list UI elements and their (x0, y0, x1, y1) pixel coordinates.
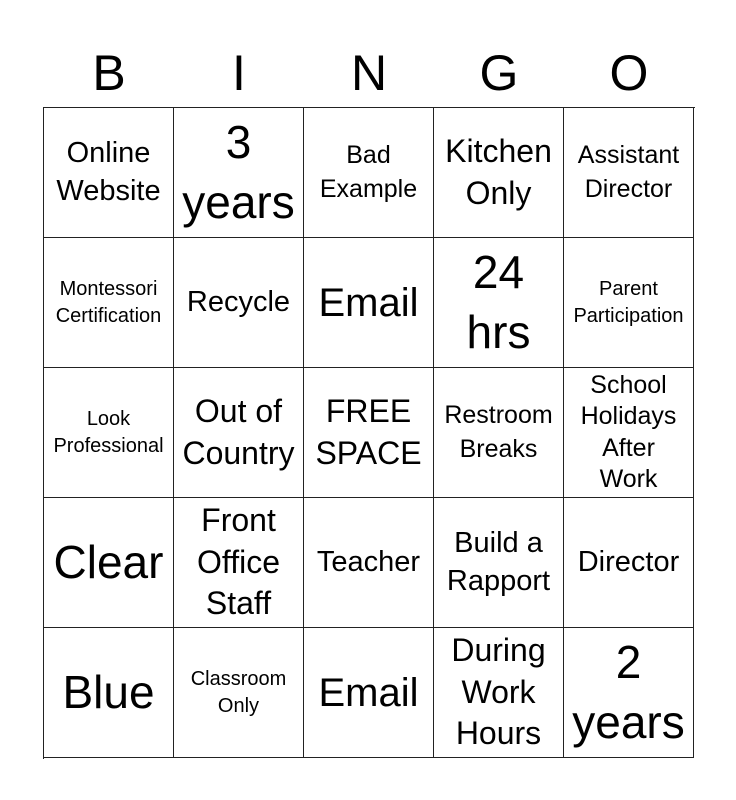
cell-text: Classroom Only (190, 667, 287, 717)
cell-text: Assistant Director (577, 140, 680, 203)
cell-text: Recycle (186, 285, 291, 318)
bingo-cell[interactable] (44, 108, 174, 238)
cell-text: Out of Country (182, 392, 295, 471)
cell-text: Look Professional (53, 407, 164, 457)
cell-text: Restroom Breaks (444, 400, 553, 463)
cell-text: 3 years (182, 115, 295, 228)
bingo-cell[interactable] (304, 498, 434, 628)
cell-text: Clear (53, 535, 164, 588)
bingo-cell[interactable] (304, 238, 434, 368)
header-letter-n: N (350, 45, 388, 101)
bingo-cell[interactable] (434, 368, 564, 498)
bingo-cell[interactable] (564, 368, 694, 498)
bingo-cell[interactable] (434, 628, 564, 758)
bingo-cell[interactable] (174, 628, 304, 758)
bingo-cell[interactable] (44, 498, 174, 628)
cell-text: Front Office Staff (197, 502, 280, 622)
cell-text: Montessori Certification (55, 277, 162, 327)
cell-text: Email (318, 670, 419, 715)
cell-text: Kitchen Only (445, 132, 552, 211)
bingo-cell[interactable] (174, 368, 304, 498)
cell-text: During Work Hours (451, 632, 546, 752)
header-letter-i: I (232, 45, 246, 101)
bingo-cell[interactable] (564, 628, 694, 758)
bingo-cell[interactable] (434, 238, 564, 368)
bingo-cell[interactable] (44, 628, 174, 758)
header-letter-b: B (92, 45, 126, 101)
cell-text: Bad Example (319, 140, 418, 203)
cell-text: Online Website (56, 136, 161, 207)
header-letter-o: O (609, 45, 649, 101)
cell-text: Blue (62, 665, 155, 718)
free-space-cell[interactable] (304, 368, 434, 498)
header-letter-g: G (479, 45, 519, 101)
bingo-cell[interactable] (304, 108, 434, 238)
bingo-cell[interactable] (174, 498, 304, 628)
bingo-cell[interactable] (44, 238, 174, 368)
bingo-cell[interactable] (174, 238, 304, 368)
cell-text: Parent Participation (573, 277, 684, 327)
cell-text: 2 years (572, 635, 685, 748)
cell-text: Director (577, 545, 680, 578)
bingo-cell[interactable] (434, 108, 564, 238)
cell-text: Build a Rapport (446, 526, 551, 597)
bingo-cell[interactable] (174, 108, 304, 238)
cell-text: School Holidays After Work (580, 371, 677, 493)
bingo-board (43, 107, 695, 759)
bingo-cell[interactable] (564, 498, 694, 628)
bingo-cell[interactable] (434, 498, 564, 628)
cell-text: 24 hrs (466, 245, 531, 358)
bingo-cell[interactable] (44, 368, 174, 498)
cell-text: Teacher (316, 545, 421, 578)
cell-text: Email (318, 280, 419, 325)
bingo-cell[interactable] (564, 238, 694, 368)
cell-text: FREE SPACE (315, 392, 422, 471)
bingo-header (44, 40, 694, 106)
bingo-cell[interactable] (564, 108, 694, 238)
bingo-cell[interactable] (304, 628, 434, 758)
